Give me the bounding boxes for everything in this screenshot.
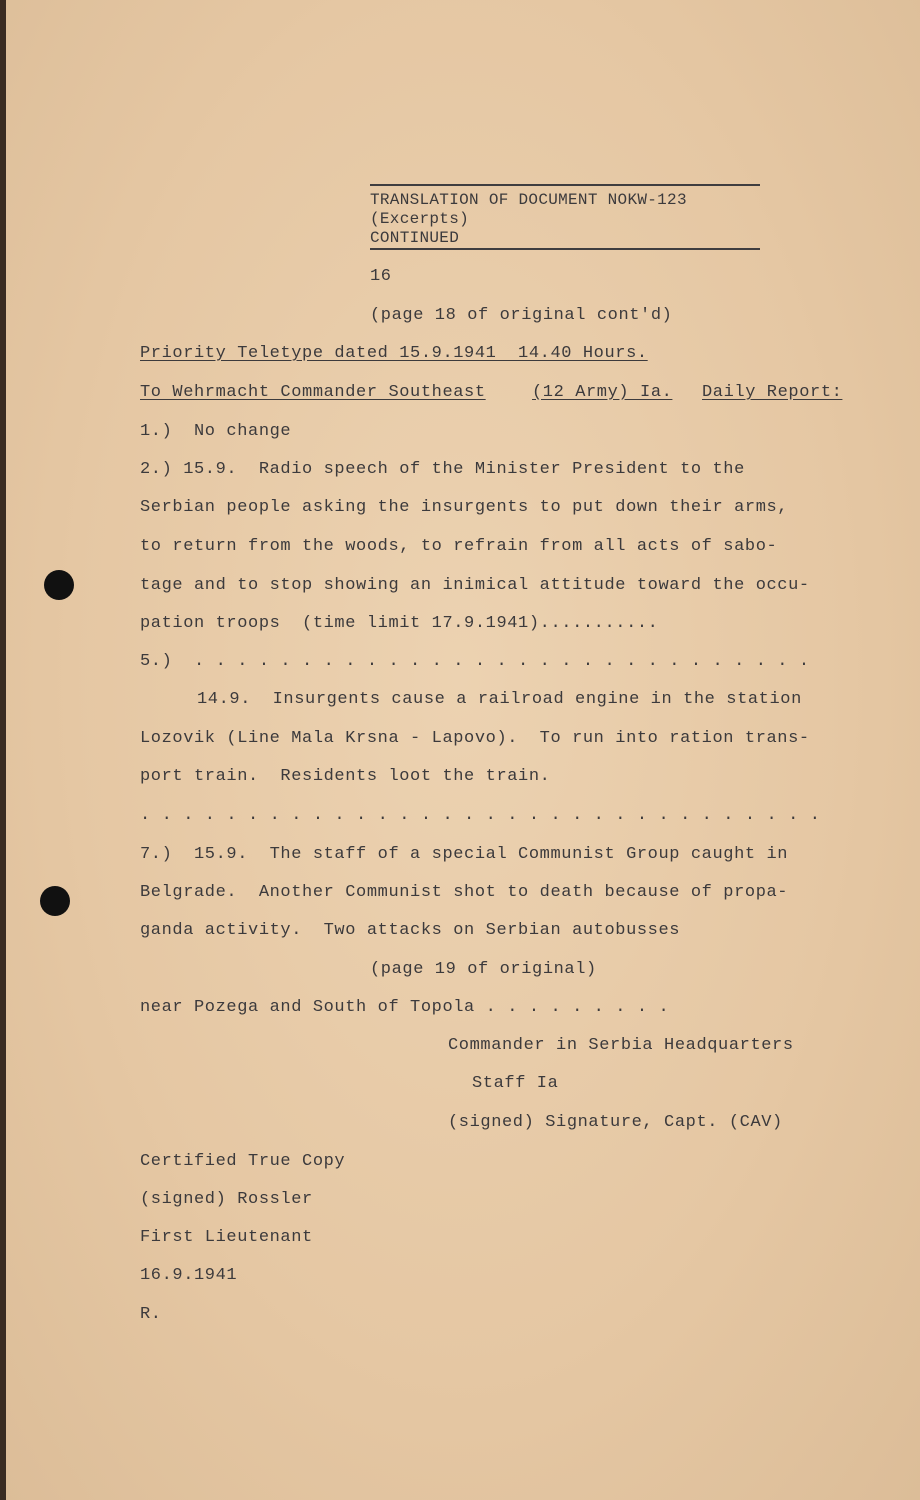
item-5: 5.) . . . . . . . . . . . . . . . . . . . . . . . . . . . . . [140, 652, 810, 671]
item-2-line: 2.) 15.9. Radio speech of the Minister President to the [140, 460, 745, 479]
ellipsis-separator: . . . . . . . . . . . . . . . . . . . . . . . . . . . . . . . . [140, 806, 821, 825]
item-2-line: to return from the woods, to refrain from all acts of sabo- [140, 537, 778, 556]
item-1: 1.) No change [140, 422, 292, 441]
certification-line-1: Certified True Copy [140, 1152, 346, 1171]
army-line: (12 Army) Ia. [532, 383, 673, 402]
page-reference-2: (page 19 of original) [370, 960, 597, 979]
certification-date: 16.9.1941 [140, 1266, 238, 1285]
item-2-line: pation troops (time limit 17.9.1941)........... [140, 614, 659, 633]
item-5-line: port train. Residents loot the train. [140, 767, 551, 786]
header-rule-top [370, 184, 760, 186]
header-rule-bottom [370, 248, 760, 250]
certification-line-2: (signed) Rossler [140, 1190, 313, 1209]
item-7-line: 7.) 15.9. The staff of a special Communist Group caught in [140, 845, 789, 864]
recipient-line: To Wehrmacht Commander Southeast [140, 383, 486, 402]
page-number: 16 [370, 267, 392, 286]
document-title: TRANSLATION OF DOCUMENT NOKW-123 [370, 191, 687, 209]
excerpts-label: (Excerpts) [370, 210, 470, 228]
daily-report-label: Daily Report: [702, 383, 843, 402]
item-5-line: Lozovik (Line Mala Krsna - Lapovo). To run into ration trans- [140, 729, 810, 748]
closing-line: near Pozega and South of Topola . . . . . . . . . [140, 998, 670, 1017]
continued-label: CONTINUED [370, 229, 460, 247]
page-edge-left [0, 0, 6, 1500]
item-2-line: Serbian people asking the insurgents to put down their arms, [140, 498, 789, 517]
teletype-line: Priority Teletype dated 15.9.1941 14.40 Hours. [140, 344, 648, 363]
hole-punch-top [44, 570, 74, 600]
certification-initial: R. [140, 1305, 162, 1324]
signature-line-2: Staff Ia [472, 1074, 559, 1093]
signature-line-3: (signed) Signature, Capt. (CAV) [448, 1113, 783, 1132]
hole-punch-bottom [40, 886, 70, 916]
item-7-line: Belgrade. Another Communist shot to death because of propa- [140, 883, 789, 902]
item-5-line: 14.9. Insurgents cause a railroad engine in the station [197, 690, 802, 709]
item-2-line: tage and to stop showing an inimical attitude toward the occu- [140, 576, 810, 595]
page-reference: (page 18 of original cont'd) [370, 306, 673, 325]
certification-line-3: First Lieutenant [140, 1228, 313, 1247]
item-7-line: ganda activity. Two attacks on Serbian autobusses [140, 921, 681, 940]
signature-line-1: Commander in Serbia Headquarters [448, 1036, 794, 1055]
